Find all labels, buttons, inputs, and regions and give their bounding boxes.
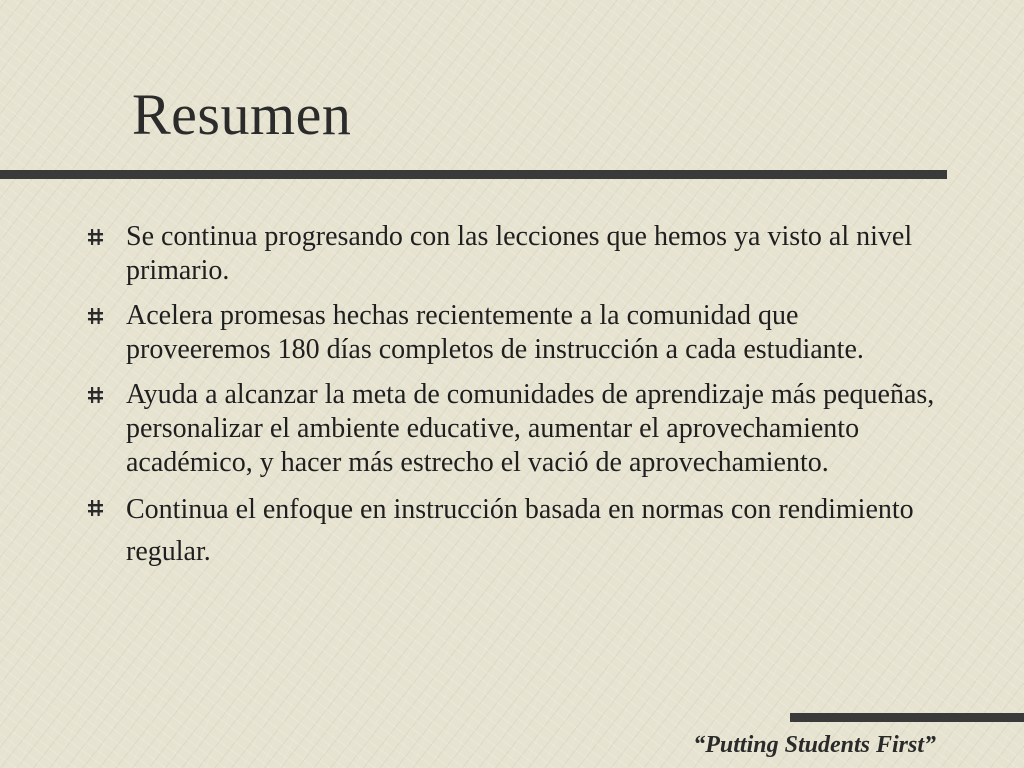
hash-bullet-icon	[88, 499, 103, 517]
title-divider	[0, 170, 947, 179]
bullet-text: Continua el enfoque en instrucción basada en normas con rendimiento regular.	[126, 494, 914, 567]
bullet-text: Se continua progresando con las lecciones que hemos ya visto al nivel primario.	[126, 221, 913, 286]
list-item	[88, 220, 948, 288]
bullet-text: Acelera promesas hechas recientemente a la comunidad que proveeremos 180 días completos de instrucción a cada estudiante.	[126, 300, 864, 365]
hash-bullet-icon	[88, 386, 103, 404]
footer-divider	[790, 713, 1024, 722]
list-item	[88, 299, 948, 367]
list-item	[88, 489, 948, 573]
slide-title: Resumen	[132, 82, 352, 147]
list-item	[88, 378, 948, 480]
footer-tagline: “Putting Students First”	[693, 732, 936, 758]
bullet-list	[88, 220, 948, 584]
hash-bullet-icon	[88, 228, 103, 246]
bullet-text: Ayuda a alcanzar la meta de comunidades de aprendizaje más pequeñas, personalizar el ambiente educative, aumentar el aprovechamiento académico, y hacer más estrecho el vació de aprovechamiento.	[126, 379, 935, 478]
hash-bullet-icon	[88, 307, 103, 325]
